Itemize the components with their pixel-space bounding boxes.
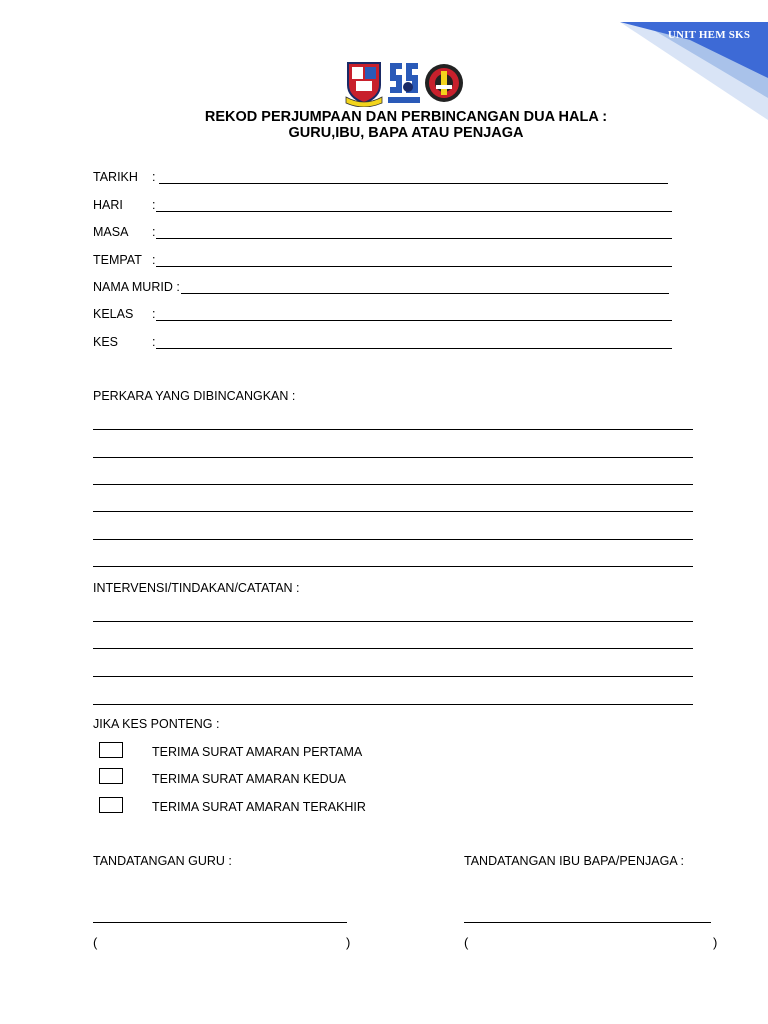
discussion-line[interactable] (93, 484, 693, 485)
field-line-nama-murid[interactable] (181, 293, 669, 294)
field-colon-kes: : (152, 335, 156, 349)
field-label-masa: MASA (93, 225, 129, 239)
field-line-tarikh[interactable] (159, 183, 668, 184)
teacher-signature-label: TANDATANGAN GURU : (93, 854, 232, 868)
field-line-tempat[interactable] (156, 266, 672, 267)
form-title-line2: GURU,IBU, BAPA ATAU PENJAGA (288, 125, 524, 141)
teacher-name-open-paren: ( (93, 935, 98, 950)
field-colon-hari: : (152, 198, 156, 212)
field-line-kes[interactable] (156, 348, 672, 349)
parent-name-open-paren: ( (464, 935, 469, 950)
parent-signature-line[interactable] (464, 922, 711, 923)
field-line-kelas[interactable] (156, 320, 672, 321)
field-colon-kelas: : (152, 307, 156, 321)
checkbox-amaran-kedua[interactable] (99, 768, 123, 784)
truancy-label: JIKA KES PONTENG : (93, 717, 220, 731)
sks-25-logo (384, 59, 424, 107)
discussion-line[interactable] (93, 566, 693, 567)
school-crest-logo (344, 59, 384, 107)
form-title-line1: REKOD PERJUMPAAN DAN PERBINCANGAN DUA HALA : (204, 109, 608, 125)
intervention-line[interactable] (93, 704, 693, 705)
field-label-kelas: KELAS (93, 307, 134, 321)
intervention-line[interactable] (93, 621, 693, 622)
field-line-hari[interactable] (156, 211, 672, 212)
field-label-nama-murid: NAMA MURID : (93, 280, 180, 294)
option-amaran-terakhir: TERIMA SURAT AMARAN TERAKHIR (152, 800, 366, 814)
checkbox-amaran-terakhir[interactable] (99, 797, 123, 813)
intervention-line[interactable] (93, 648, 693, 649)
field-colon-tarikh: : (152, 170, 156, 184)
option-amaran-kedua: TERIMA SURAT AMARAN KEDUA (152, 772, 347, 786)
gear-emblem-logo (424, 59, 464, 107)
discussion-line[interactable] (93, 457, 693, 458)
discussion-line[interactable] (93, 539, 693, 540)
field-line-masa[interactable] (156, 238, 672, 239)
field-label-kes: KES (93, 335, 119, 349)
parent-signature-label: TANDATANGAN IBU BAPA/PENJAGA : (464, 854, 684, 868)
parent-name-close-paren: ) (713, 935, 718, 950)
unit-label: UNIT HEM SKS (667, 29, 751, 41)
teacher-signature-line[interactable] (93, 922, 347, 923)
field-colon-tempat: : (152, 253, 156, 267)
option-amaran-pertama: TERIMA SURAT AMARAN PERTAMA (152, 745, 363, 759)
discussion-label: PERKARA YANG DIBINCANGKAN : (93, 389, 296, 403)
checkbox-amaran-pertama[interactable] (99, 742, 123, 758)
field-label-tempat: TEMPAT (93, 253, 142, 267)
intervention-label: INTERVENSI/TINDAKAN/CATATAN : (93, 581, 300, 595)
field-colon-masa: : (152, 225, 156, 239)
intervention-line[interactable] (93, 676, 693, 677)
discussion-line[interactable] (93, 511, 693, 512)
field-label-hari: HARI (93, 198, 123, 212)
field-label-tarikh: TARIKH (93, 170, 138, 184)
discussion-line[interactable] (93, 429, 693, 430)
teacher-name-close-paren: ) (346, 935, 351, 950)
